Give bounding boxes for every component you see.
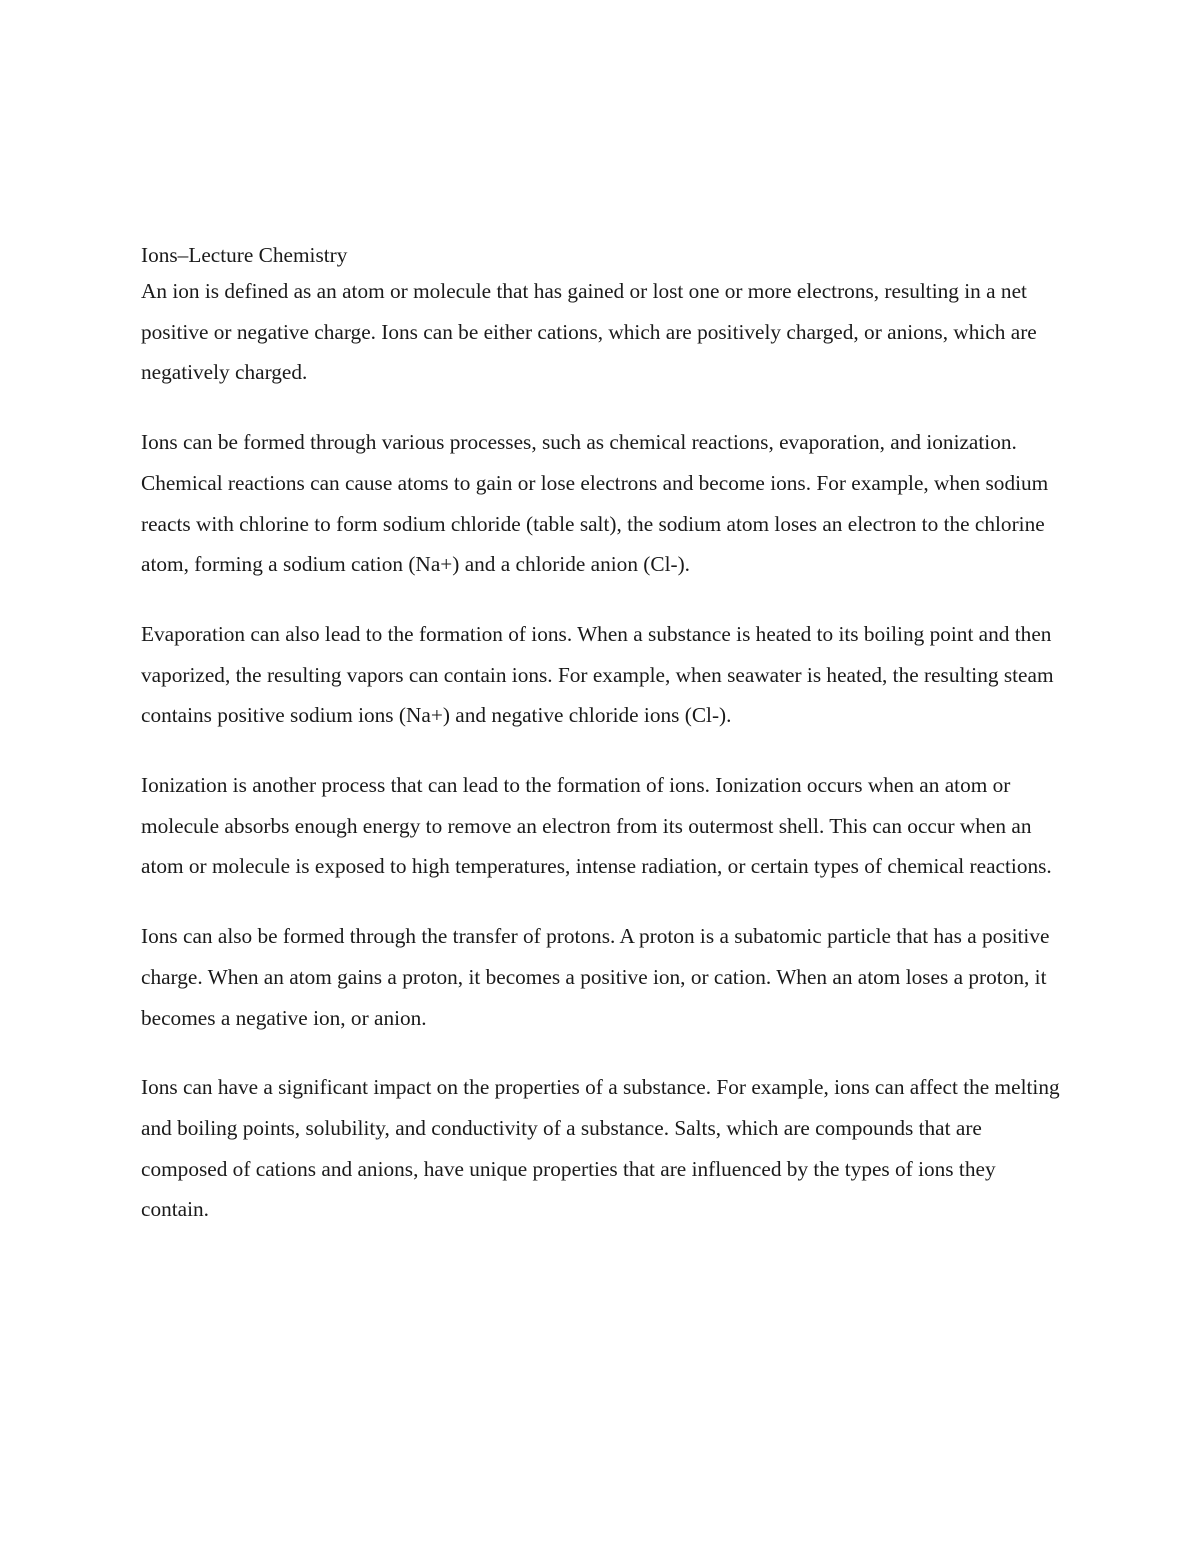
paragraph-properties-impact: Ions can have a significant impact on the properties of a substance. For example, ions can affect the melting and boiling points, solubility, and conductivity of a substance. Salts, which are compounds that are composed of cations and anions, have unique properties that are influenced by the types of ions they contain. xyxy=(141,1075,1060,1222)
paragraph-formation-processes: Ions can be formed through various processes, such as chemical reactions, evaporation, and ionization. Chemical reactions can cause atoms to gain or lose electrons and become ions. For example, when sodium reacts with chlorine to form sodium chloride (table salt), the sodium atom loses an electron to the chlorine atom, forming a sodium cation (Na+) and a chloride anion (Cl-). xyxy=(141,430,1049,577)
document-title: Ions–Lecture Chemistry xyxy=(141,243,348,267)
paragraph-proton-transfer: Ions can also be formed through the transfer of protons. A proton is a subatomic particle that has a positive charge. When an atom gains a proton, it becomes a positive ion, or cation. When an atom loses a proton, it becomes a negative ion, or anion. xyxy=(141,924,1050,1030)
paragraph-evaporation: Evaporation can also lead to the formation of ions. When a substance is heated to its boiling point and then vaporized, the resulting vapors can contain ions. For example, when seawater is heated, the resulting steam contains positive sodium ions (Na+) and negative chloride ions (Cl-). xyxy=(141,621,1054,728)
paragraph-ionization: Ionization is another process that can lead to the formation of ions. Ionization occurs when an atom or molecule absorbs enough energy to remove an electron from its outermost shell. This can occur when an atom or molecule is exposed to high temperatures, intense radiation, or certain types of chemical reactions. xyxy=(141,773,1052,879)
paragraph-ion-definition: An ion is defined as an atom or molecule that has gained or lost one or more electrons, resulting in a net positive or negative charge. Ions can be either cations, which are positively charged, or anions, which are negatively charged. xyxy=(141,279,1037,385)
document-body xyxy=(141,240,1066,1259)
